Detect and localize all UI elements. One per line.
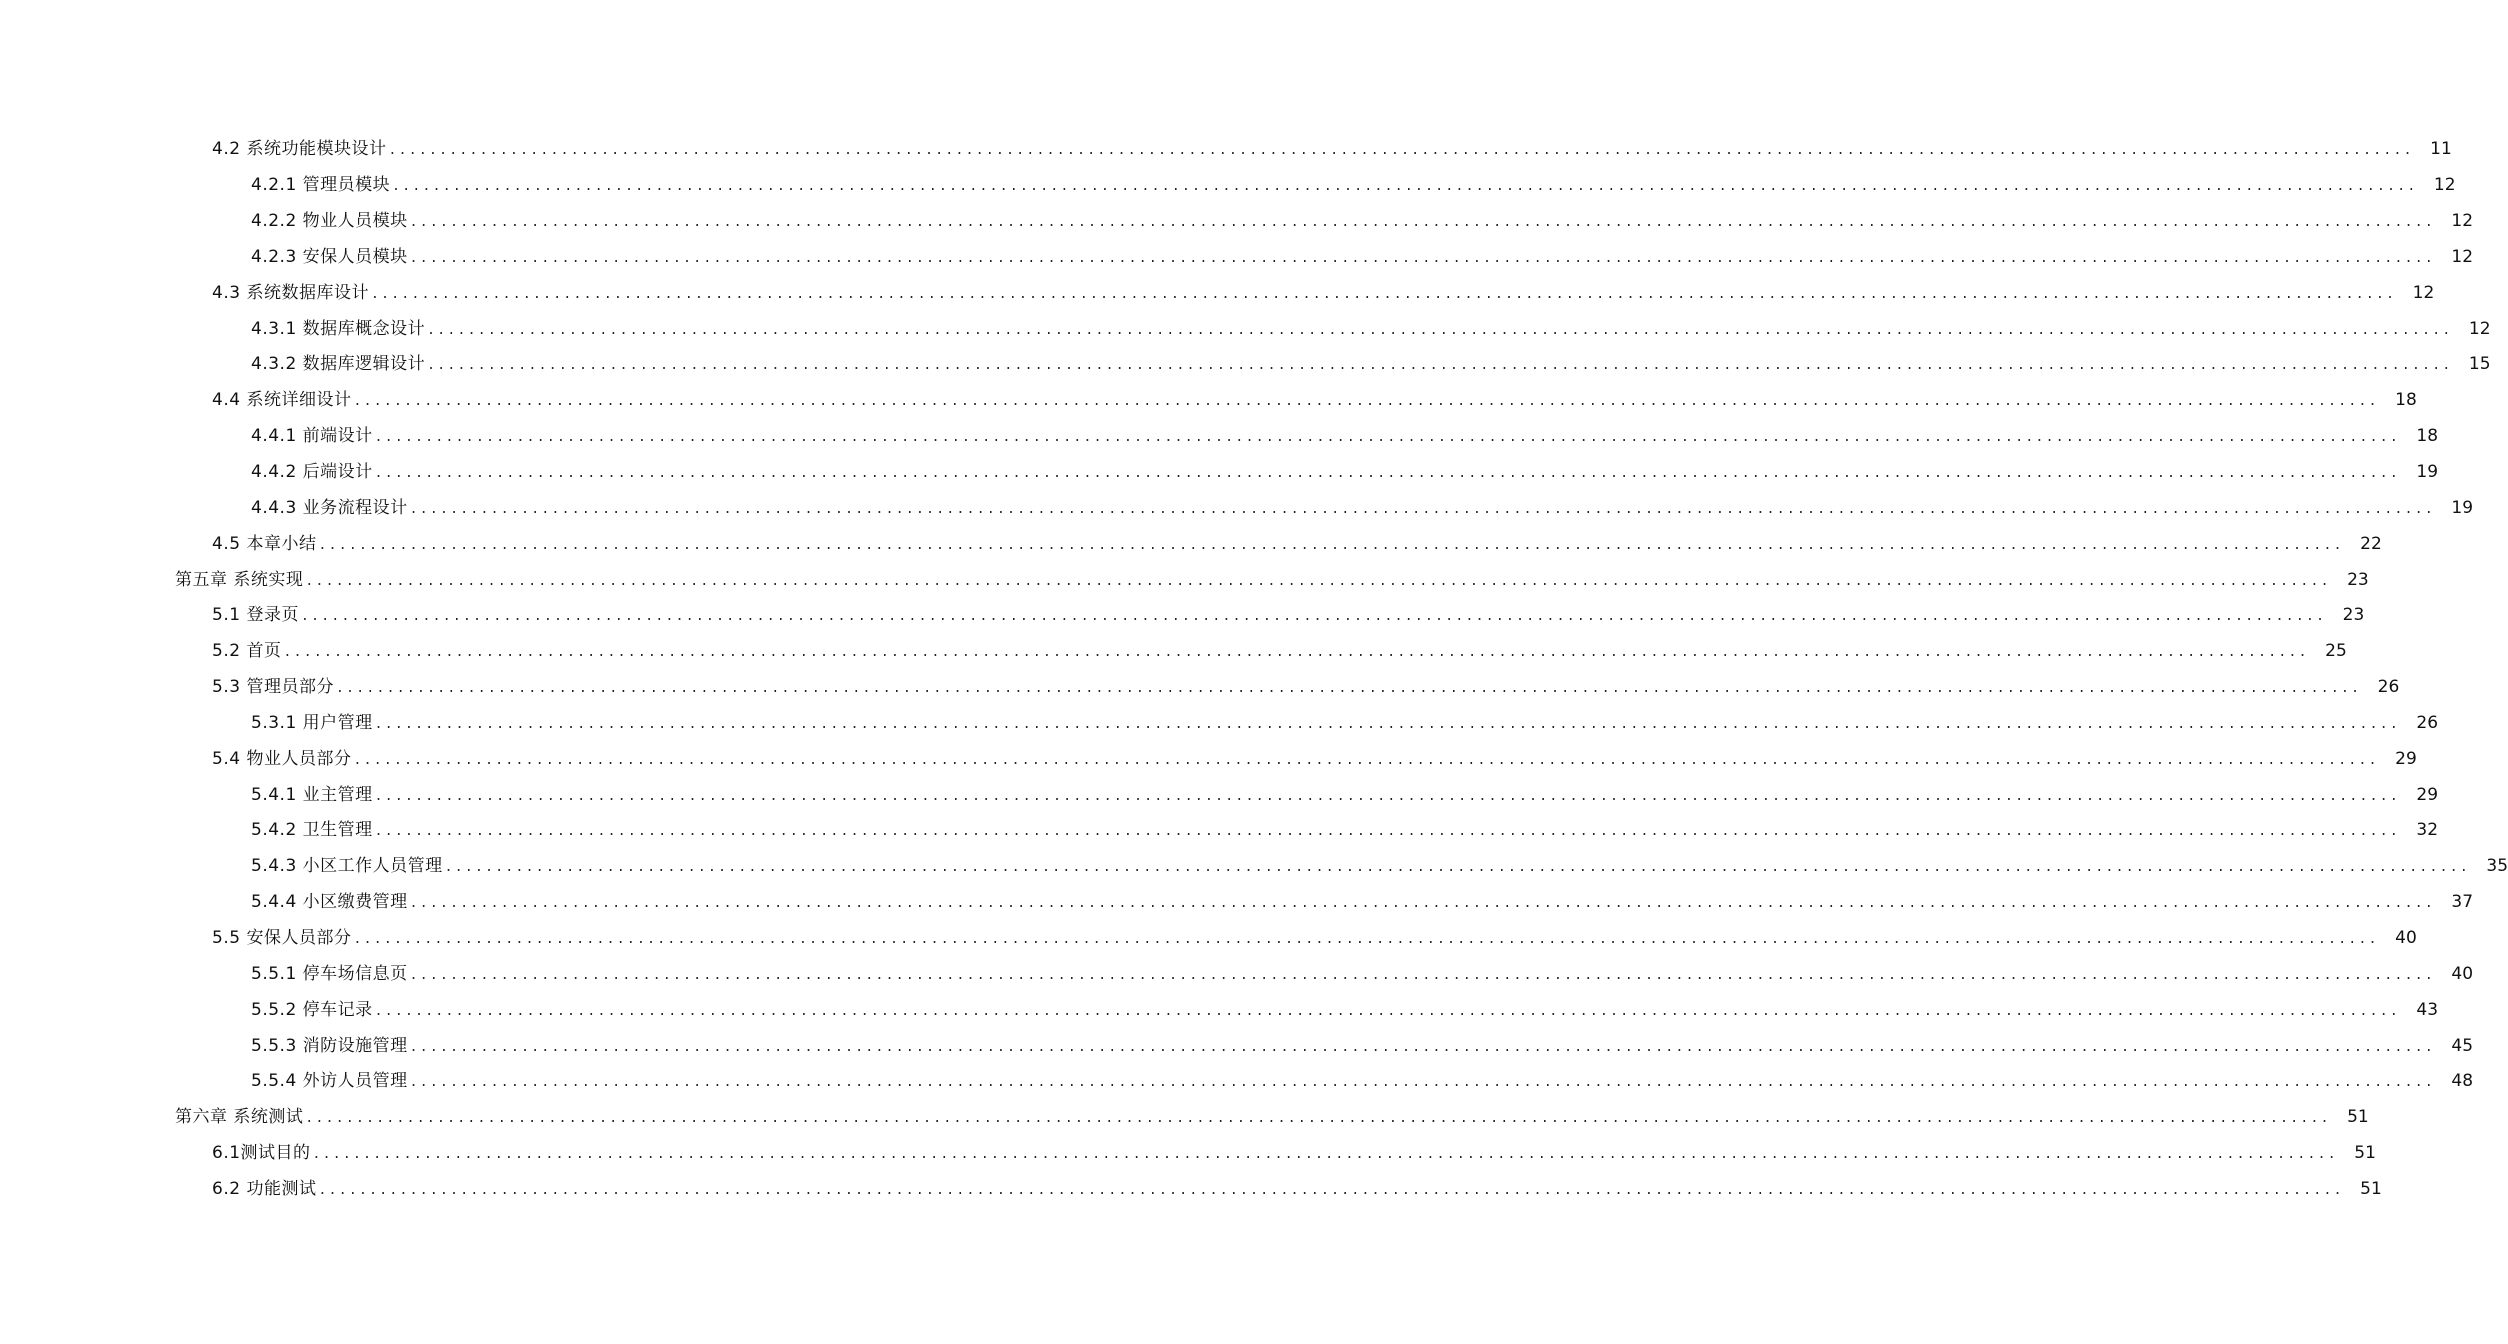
toc-dot-leader: ........................................................................................................................................................................................................	[409, 896, 2436, 912]
toc-dot-leader: ........................................................................................................................................................................................................	[444, 860, 2471, 876]
toc-entry-page-number: 22	[2360, 533, 2382, 554]
toc-dot-leader: ........................................................................................................................................................................................................	[318, 537, 2344, 553]
toc-entry-page-number: 26	[2416, 712, 2439, 733]
toc-entry-title: 4.2 系统功能模块设计	[212, 139, 387, 160]
toc-dot-leader: ........................................................................................................................................................................................................	[374, 788, 2401, 804]
toc-entry[interactable]	[0, 813, 2439, 849]
toc-entry-title: 5.4.2 卫生管理	[251, 820, 373, 841]
toc-entry[interactable]	[0, 168, 2456, 204]
toc-entry[interactable]	[0, 204, 2474, 240]
toc-entry-page-number: 12	[2433, 175, 2456, 196]
toc-dot-leader: ........................................................................................................................................................................................................	[318, 1182, 2344, 1198]
toc-entry-page-number: 19	[2451, 497, 2474, 518]
toc-entry-title: 第五章 系统实现	[175, 569, 304, 590]
toc-entry-page-number: 43	[2416, 999, 2439, 1020]
toc-entry-title: 5.2 首页	[212, 641, 282, 662]
toc-entry-page-number: 23	[2342, 605, 2365, 626]
toc-entry[interactable]	[0, 1064, 2474, 1100]
toc-entry-title: 6.1测试目的	[212, 1143, 311, 1164]
toc-entry-title: 5.5.2 停车记录	[251, 999, 373, 1020]
toc-entry-page-number: 37	[2451, 892, 2474, 913]
toc-entry-title: 4.3.2 数据库逻辑设计	[251, 354, 426, 375]
toc-entry-title: 4.2.2 物业人员模块	[251, 211, 408, 232]
toc-entry-title: 5.4 物业人员部分	[212, 748, 352, 769]
toc-dot-leader: ........................................................................................................................................................................................................	[374, 716, 2401, 732]
toc-entry-title: 6.2 功能测试	[212, 1178, 317, 1199]
toc-dot-leader: ........................................................................................................................................................................................................	[409, 250, 2436, 266]
toc-entry-title: 4.3.1 数据库概念设计	[251, 318, 426, 339]
toc-entry-page-number: 51	[2360, 1178, 2382, 1199]
toc-dot-leader: ........................................................................................................................................................................................................	[409, 967, 2436, 983]
toc-entry[interactable]	[0, 383, 2417, 419]
toc-dot-leader: ........................................................................................................................................................................................................	[300, 609, 2327, 625]
toc-entry-title: 5.4.4 小区缴费管理	[251, 892, 408, 913]
toc-entry-page-number: 12	[2412, 282, 2435, 303]
toc-entry[interactable]	[0, 562, 2369, 598]
toc-entry-title: 5.3 管理员部分	[212, 677, 334, 698]
toc-entry[interactable]	[0, 275, 2435, 311]
toc-entry-title: 5.4.1 业主管理	[251, 784, 373, 805]
toc-entry-page-number: 26	[2377, 677, 2400, 698]
toc-entry-page-number: 40	[2451, 963, 2474, 984]
toc-entry[interactable]	[0, 455, 2439, 491]
toc-dot-leader: ........................................................................................................................................................................................................	[409, 1075, 2436, 1091]
toc-entry-page-number: 45	[2451, 1035, 2474, 1056]
toc-entry-page-number: 18	[2416, 426, 2439, 447]
toc-entry[interactable]	[0, 956, 2474, 992]
toc-entry-title: 5.5.1 停车场信息页	[251, 963, 408, 984]
toc-dot-leader: ........................................................................................................................................................................................................	[388, 143, 2414, 159]
toc-entry-page-number: 11	[2430, 139, 2452, 160]
toc-dot-leader: ........................................................................................................................................................................................................	[305, 1111, 2331, 1127]
toc-entry[interactable]	[0, 741, 2417, 777]
toc-entry-page-number: 29	[2416, 784, 2439, 805]
toc-dot-leader: ........................................................................................................................................................................................................	[353, 394, 2379, 410]
toc-dot-leader: ........................................................................................................................................................................................................	[283, 645, 2309, 661]
toc-entry[interactable]	[0, 885, 2474, 921]
toc-entry[interactable]	[0, 132, 2452, 168]
toc-entry[interactable]	[0, 992, 2439, 1028]
toc-dot-leader: ........................................................................................................................................................................................................	[353, 931, 2379, 947]
toc-dot-leader: ........................................................................................................................................................................................................	[305, 573, 2331, 589]
toc-entry-title: 4.2.1 管理员模块	[251, 175, 391, 196]
toc-entry-page-number: 40	[2395, 927, 2417, 948]
toc-dot-leader: ........................................................................................................................................................................................................	[427, 358, 2453, 374]
toc-entry-page-number: 12	[2451, 211, 2474, 232]
toc-entry[interactable]	[0, 921, 2417, 957]
toc-dot-leader: ........................................................................................................................................................................................................	[427, 322, 2453, 338]
toc-dot-leader: ........................................................................................................................................................................................................	[409, 1039, 2436, 1055]
toc-entry-page-number: 35	[2486, 856, 2508, 877]
toc-entry-page-number: 32	[2416, 820, 2439, 841]
toc-entry-title: 4.3 系统数据库设计	[212, 282, 369, 303]
toc-entry[interactable]	[0, 419, 2439, 455]
toc-entry[interactable]	[0, 634, 2347, 670]
toc-entry-title: 5.3.1 用户管理	[251, 712, 373, 733]
toc-entry-title: 4.4.2 后端设计	[251, 462, 373, 483]
toc-entry[interactable]	[0, 526, 2382, 562]
toc-entry-page-number: 25	[2325, 641, 2347, 662]
toc-entry-title: 5.5.4 外访人员管理	[251, 1071, 408, 1092]
toc-entry-title: 第六章 系统测试	[175, 1107, 304, 1128]
toc-entry-page-number: 51	[2347, 1107, 2369, 1128]
toc-entry-title: 4.4.1 前端设计	[251, 426, 373, 447]
toc-entry-page-number: 19	[2416, 462, 2439, 483]
toc-entry-page-number: 51	[2354, 1143, 2376, 1164]
toc-entry-title: 5.5.3 消防设施管理	[251, 1035, 408, 1056]
toc-dot-leader: ........................................................................................................................................................................................................	[392, 179, 2418, 195]
toc-entry-page-number: 12	[2451, 246, 2474, 267]
toc-dot-leader: ........................................................................................................................................................................................................	[374, 824, 2401, 840]
toc-entry[interactable]	[0, 598, 2365, 634]
toc-dot-leader: ........................................................................................................................................................................................................	[370, 286, 2397, 302]
toc-entry-title: 4.2.3 安保人员模块	[251, 246, 408, 267]
toc-entry[interactable]	[0, 347, 2491, 383]
toc-dot-leader: ........................................................................................................................................................................................................	[374, 1003, 2401, 1019]
toc-entry[interactable]	[0, 1100, 2369, 1136]
toc-entry-page-number: 29	[2395, 748, 2417, 769]
toc-entry-page-number: 48	[2451, 1071, 2474, 1092]
toc-entry[interactable]	[0, 311, 2491, 347]
toc-dot-leader: ........................................................................................................................................................................................................	[335, 681, 2362, 697]
toc-entry[interactable]	[0, 777, 2439, 813]
toc-entry[interactable]	[0, 240, 2474, 276]
toc-entry[interactable]	[0, 1171, 2382, 1207]
toc-dot-leader: ........................................................................................................................................................................................................	[374, 430, 2401, 446]
toc-entry[interactable]	[0, 849, 2508, 885]
toc-dot-leader: ........................................................................................................................................................................................................	[374, 466, 2401, 482]
toc-dot-leader: ........................................................................................................................................................................................................	[409, 501, 2436, 517]
toc-entry-title: 4.4 系统详细设计	[212, 390, 352, 411]
table-of-contents	[0, 132, 2508, 1207]
toc-entry-title: 4.5 本章小结	[212, 533, 317, 554]
toc-entry-page-number: 12	[2468, 318, 2491, 339]
toc-dot-leader: ........................................................................................................................................................................................................	[353, 752, 2379, 768]
toc-entry-title: 5.5 安保人员部分	[212, 927, 352, 948]
toc-entry-page-number: 23	[2347, 569, 2369, 590]
toc-entry-page-number: 18	[2395, 390, 2417, 411]
toc-dot-leader: ........................................................................................................................................................................................................	[409, 215, 2436, 231]
toc-entry-title: 4.4.3 业务流程设计	[251, 497, 408, 518]
toc-entry-title: 5.4.3 小区工作人员管理	[251, 856, 443, 877]
toc-entry[interactable]	[0, 670, 2400, 706]
toc-entry-page-number: 15	[2468, 354, 2491, 375]
toc-entry[interactable]	[0, 490, 2474, 526]
toc-entry[interactable]	[0, 1028, 2474, 1064]
toc-entry[interactable]	[0, 706, 2439, 742]
toc-entry[interactable]	[0, 1136, 2376, 1172]
toc-dot-leader: ........................................................................................................................................................................................................	[312, 1147, 2338, 1163]
toc-entry-title: 5.1 登录页	[212, 605, 299, 626]
